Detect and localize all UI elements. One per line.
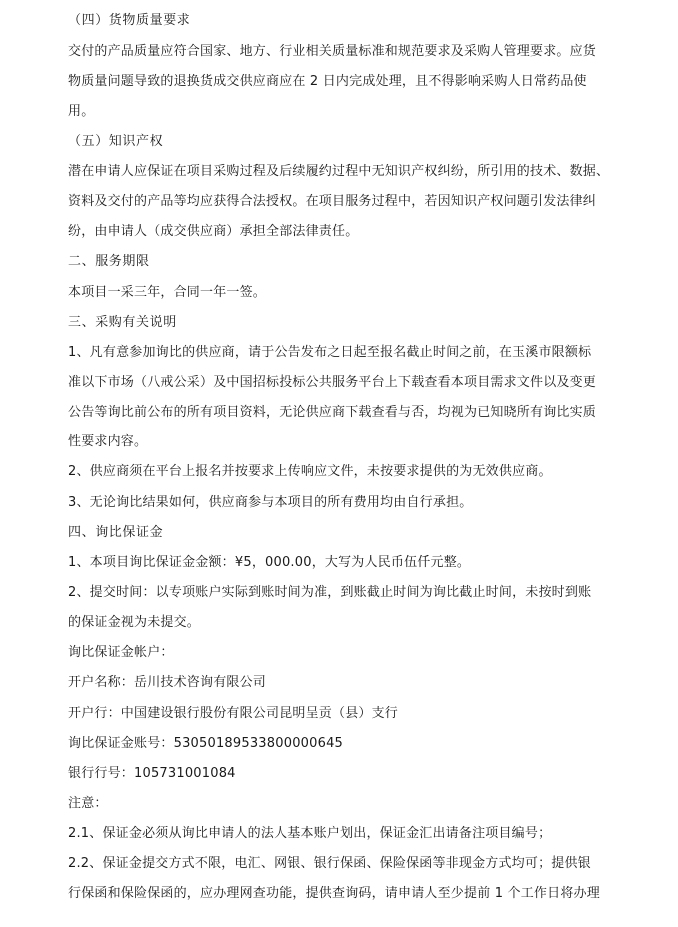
account-number: 询比保证金账号：53050189533800000645: [68, 736, 344, 751]
paragraph-line: 准以下市场（八戒公采）及中国招标投标公共服务平台上下载查看本项目需求文件以及变更: [68, 375, 597, 390]
paragraph-line: 公告等询比前公布的所有项目资料，无论供应商下载查看与否，均视为已知晓所有询比实质: [68, 405, 597, 420]
paragraph-line: 2、供应商须在平台上报名并按要求上传响应文件，未按要求提供的为无效供应商。: [68, 464, 552, 479]
paragraph-line: 交付的产品质量应符合国家、地方、行业相关质量标准和规范要求及采购人管理要求。应货: [68, 44, 597, 59]
paragraph-line: 行保函和保险保函的，应办理网查功能，提供查询码，请申请人至少提前 1 个工作日将办理: [68, 886, 600, 901]
account-name: 开户名称：岳川技术咨询有限公司: [68, 675, 267, 690]
notice-heading: 注意：: [68, 796, 108, 811]
paragraph-line: 的保证金视为未提交。: [68, 615, 201, 630]
section-heading-procurement-notes: 三、采购有关说明: [68, 315, 177, 330]
paragraph-line: 本项目一采三年，合同一年一签。: [68, 285, 267, 300]
paragraph-line: 纷，由申请人（成交供应商）承担全部法律责任。: [68, 224, 359, 239]
paragraph-line: 物质量问题导致的退换货成交供应商应在 2 日内完成处理，且不得影响采购人日常药品使: [68, 74, 587, 89]
paragraph-line: 1、本项目询比保证金金额：¥5，000.00，大写为人民币伍仟元整。: [68, 555, 471, 570]
paragraph-line: 用。: [68, 104, 95, 119]
paragraph-line: 潜在申请人应保证在项目采购过程及后续履约过程中无知识产权纠纷，所引用的技术、数据、: [68, 164, 610, 179]
bank-code: 银行行号：105731001084: [68, 766, 236, 781]
paragraph-line: 2.1、保证金必须从询比申请人的法人基本账户划出，保证金汇出请备注项目编号；: [68, 826, 552, 841]
paragraph-line: 2.2、保证金提交方式不限，电汇、网银、银行保函、保险保函等非现金方式均可；提供银: [68, 856, 591, 871]
account-heading: 询比保证金帐户：: [68, 645, 174, 660]
section-heading-ip: （五）知识产权: [68, 134, 164, 149]
section-heading-quality: （四）货物质量要求: [68, 13, 191, 28]
paragraph-line: 性要求内容。: [68, 434, 148, 449]
paragraph-line: 资料及交付的产品等均应获得合法授权。在项目服务过程中，若因知识产权问题引发法律纠: [68, 194, 597, 209]
section-heading-deposit: 四、询比保证金: [68, 525, 164, 540]
paragraph-line: 1、凡有意参加询比的供应商，请于公告发布之日起至报名截止时间之前，在玉溪市限额标: [68, 345, 592, 360]
section-heading-service-period: 二、服务期限: [68, 254, 150, 269]
paragraph-line: 2、提交时间：以专项账户实际到账时间为准，到账截止时间为询比截止时间，未按时到账: [68, 585, 592, 600]
account-bank: 开户行：中国建设银行股份有限公司昆明呈贡（县）支行: [68, 706, 399, 721]
paragraph-line: 3、无论询比结果如何，供应商参与本项目的所有费用均由自行承担。: [68, 495, 473, 510]
